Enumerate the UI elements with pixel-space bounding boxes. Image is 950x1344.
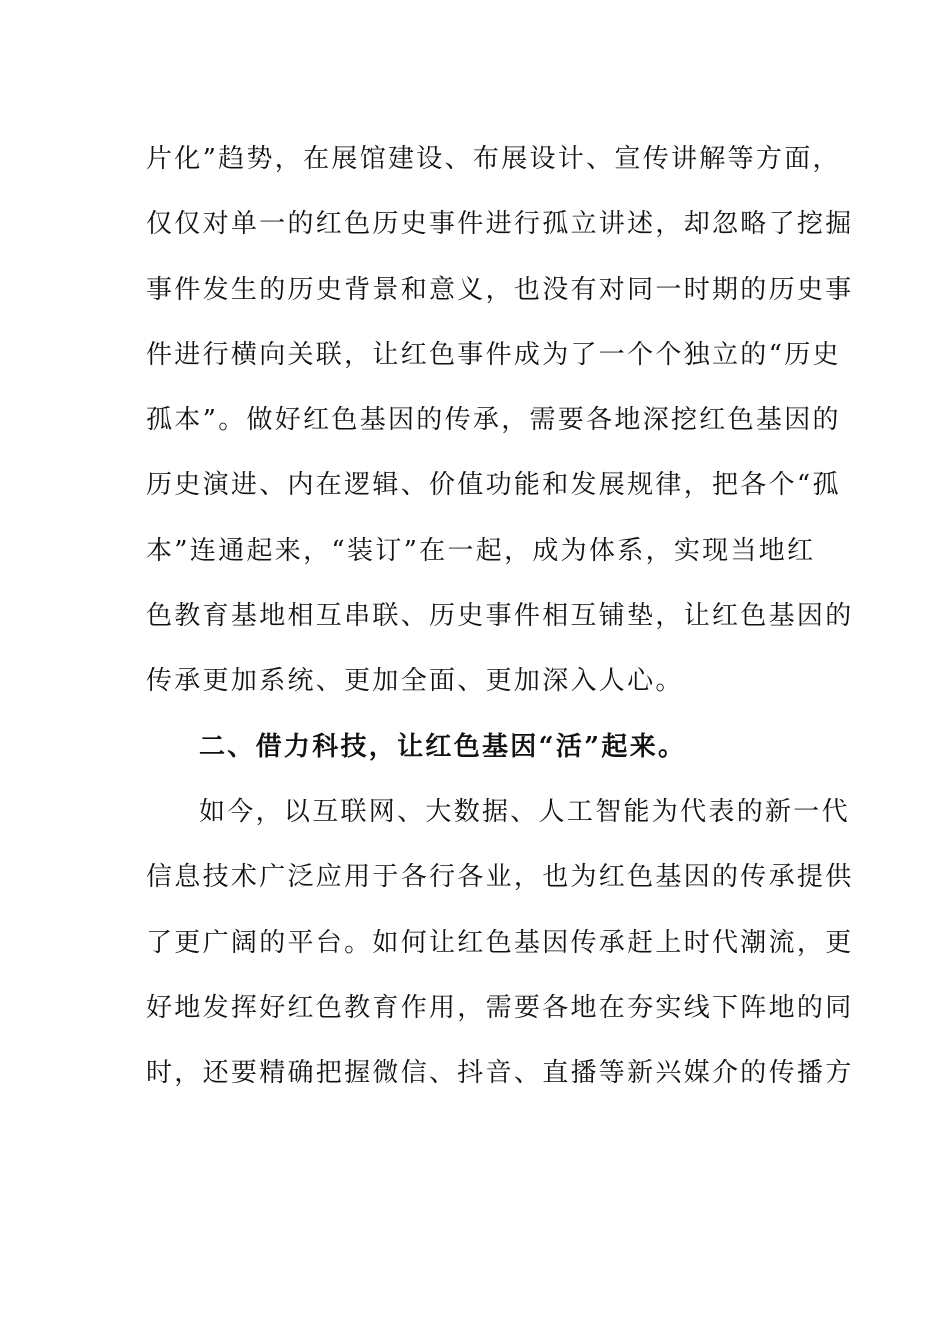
text-line: 色教育基地相互串联、历史事件相互铺垫，让红色基因的 <box>146 601 854 632</box>
text-line: 件进行横向关联，让红色事件成为了一个个独立的“历史 <box>146 339 841 370</box>
text-line: 仅仅对单一的红色历史事件进行孤立讲述，却忽略了挖掘 <box>146 209 854 240</box>
text-line: 传承更加系统、更加全面、更加深入人心。 <box>146 666 684 697</box>
text-line: 信息技术广泛应用于各行各业，也为红色基因的传承提供 <box>146 862 854 893</box>
paragraph-continued <box>146 127 854 715</box>
text-line: 好地发挥好红色教育作用，需要各地在夯实线下阵地的同 <box>146 992 854 1023</box>
text-line: 如今，以互联网、大数据、人工智能为代表的新一代 <box>199 796 850 827</box>
text-line: 孤本”。做好红色基因的传承，需要各地深挖红色基因的 <box>146 405 841 436</box>
document-body <box>146 127 854 1106</box>
text-line: 片化”趋势，在展馆建设、布展设计、宣传讲解等方面， <box>146 144 841 174</box>
text-line: 事件发生的历史背景和意义，也没有对同一时期的历史事 <box>146 274 854 305</box>
text-line: 时，还要精确把握微信、抖音、直播等新兴媒介的传播方 <box>146 1058 854 1089</box>
paragraph-section-two <box>146 780 854 1106</box>
text-line: 历史演进、内在逻辑、价值功能和发展规律，把各个“孤 <box>146 470 841 501</box>
text-line: 了更广阔的平台。如何让红色基因传承赶上时代潮流，更 <box>146 927 854 958</box>
section-heading: 二、借力科技，让红色基因“活”起来。 <box>199 731 687 762</box>
text-line: 本”连通起来，“装订”在一起，成为体系，实现当地红 <box>146 535 816 566</box>
